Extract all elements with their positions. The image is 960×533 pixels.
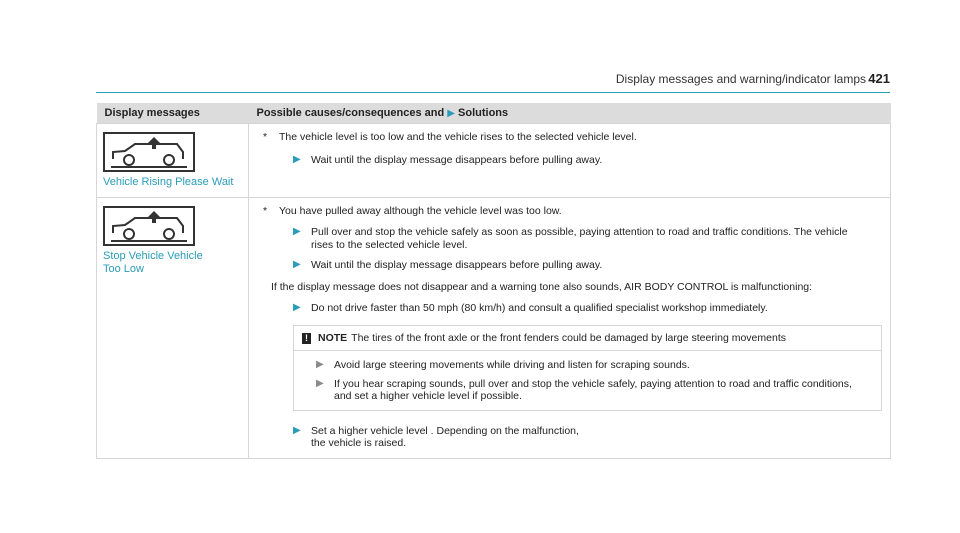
step-text: Avoid large steering movements while driving and listen for scraping sounds. <box>334 359 690 371</box>
cause-text: The vehicle level is too low and the vehicle rises to the selected vehicle level. <box>279 131 637 143</box>
page-header <box>96 70 890 93</box>
page-number: 421 <box>868 71 890 86</box>
note-box <box>293 325 882 411</box>
col-header-causes-text: Possible causes/consequences and <box>256 107 445 119</box>
note-header <box>294 326 881 351</box>
table-row <box>97 124 891 198</box>
table-row <box>97 198 891 459</box>
col-header-solutions-text: Solutions <box>458 107 509 119</box>
asterisk-marker: * <box>263 205 268 217</box>
step-text: Do not drive faster than 50 mph (80 km/h) and consult a qualified specialist workshop immediately. <box>311 301 768 314</box>
vehicle-rising-icon <box>103 132 195 172</box>
step-text: Pull over and stop the vehicle safely as soon as possible, paying attention to road and traffic conditions. The vehicle rises to the selected vehicle level. <box>311 226 848 251</box>
arrow-icon: ▶ <box>293 424 301 436</box>
arrow-icon: ▶ <box>293 226 301 237</box>
solution-step <box>293 259 882 272</box>
note-step <box>316 378 873 403</box>
cause-line <box>257 131 882 144</box>
table-header-row <box>97 103 891 124</box>
cause-cell <box>249 198 891 459</box>
asterisk-marker: * <box>263 131 268 143</box>
arrow-icon: ▶ <box>316 359 324 370</box>
step-text: Set a higher vehicle level . Depending on the malfunction, the vehicle is raised. <box>311 424 579 449</box>
display-message-text: Vehicle Rising Please Wait <box>103 176 234 188</box>
step-text: Wait until the display message disappears before pulling away. <box>311 259 603 271</box>
display-message-text: Stop Vehicle Vehicle Too Low <box>103 250 203 275</box>
cause-cell <box>249 124 891 198</box>
arrow-icon: ▶ <box>293 301 301 313</box>
note-text: The tires of the front axle or the front fenders could be damaged by large steering movements <box>351 332 786 344</box>
solution-step <box>293 425 882 450</box>
col-header-causes <box>249 103 891 124</box>
cause-line <box>257 205 882 218</box>
solution-step <box>293 302 882 315</box>
step-text: Wait until the display message disappears before pulling away. <box>311 154 603 166</box>
arrow-icon: ▶ <box>293 154 301 165</box>
cause-text: You have pulled away although the vehicle level was too low. <box>279 205 562 217</box>
malfunction-paragraph: If the display message does not disappear and a warning tone also sounds, AIR BODY CONTROL is malfunctioning: <box>271 280 813 293</box>
note-step <box>316 359 873 372</box>
arrow-icon: ▶ <box>447 108 455 119</box>
solution-step <box>293 226 882 251</box>
message-cell <box>97 124 249 198</box>
solution-step <box>293 154 882 167</box>
note-body <box>294 359 881 410</box>
message-cell <box>97 198 249 459</box>
arrow-icon: ▶ <box>316 377 324 389</box>
step-text: If you hear scraping sounds, pull over and stop the vehicle safely, paying attention to road and traffic conditions, and set a higher vehicle level if possible. <box>334 377 852 402</box>
note-title: NOTE <box>318 332 348 344</box>
warning-icon: ! <box>302 333 311 344</box>
header-title: Display messages and warning/indicator lamps <box>615 72 866 86</box>
col-header-display-messages: Display messages <box>97 103 249 124</box>
arrow-icon: ▶ <box>293 259 301 270</box>
vehicle-rising-icon <box>103 206 195 246</box>
display-messages-table <box>96 103 891 459</box>
